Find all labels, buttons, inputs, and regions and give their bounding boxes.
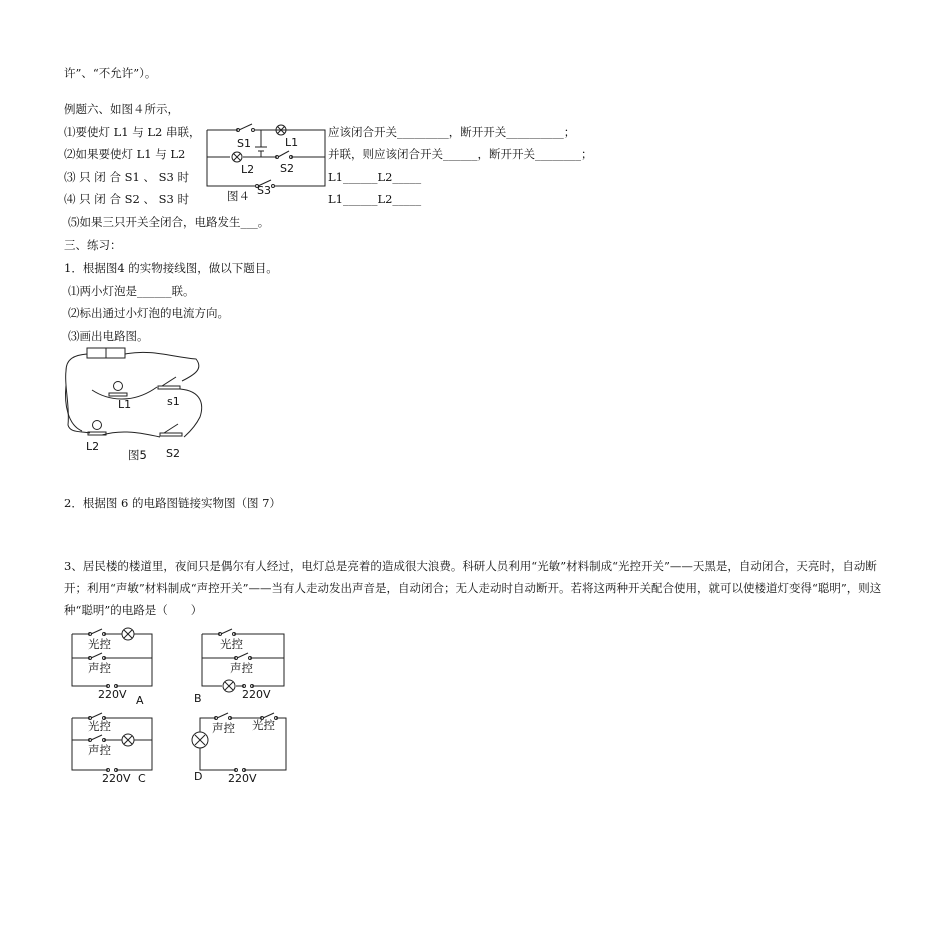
opt-b-light: 光控 (220, 637, 243, 651)
figure-4-circuit (205, 120, 330, 203)
fig4-label-s1: S1 (237, 137, 251, 150)
opt-c-label: C (138, 772, 146, 785)
ex6-q1-left: ⑴要使灯 L1 与 L2 串联， (64, 125, 201, 139)
ex6-q4-left: ⑷ 只 闭 合 S2 、 S3 时 (64, 192, 189, 206)
option-b-circuit (192, 628, 292, 708)
ex6-q5: ⑸如果三只开关全闭合，电路发生___。 (68, 215, 270, 229)
opt-d-voltage: 220V (228, 772, 257, 785)
opt-d-label: D (194, 770, 203, 783)
option-a-circuit (70, 628, 160, 708)
fig4-label-s3: S3 (257, 184, 271, 197)
fig4-label-l2: L2 (241, 163, 255, 176)
opt-c-light: 光控 (88, 719, 111, 733)
ex6-q2-left: ⑵如果要使灯 L1 与 L2 (64, 147, 186, 161)
fig4-label-s2: S2 (280, 162, 294, 175)
fig5-label-s2: S2 (166, 447, 180, 460)
fig5-label-s1: s1 (167, 395, 180, 408)
opt-b-sound: 声控 (230, 661, 253, 675)
fig5-label-l2: L2 (86, 440, 100, 453)
opt-a-light: 光控 (88, 637, 111, 651)
ex6-q4-right: L1______L2_____ (328, 192, 422, 206)
line-top: 许”、“不允许”）。 (64, 66, 157, 80)
opt-a-label: A (136, 694, 144, 707)
option-d-circuit (190, 712, 290, 792)
option-c-circuit (70, 712, 170, 792)
opt-c-sound: 声控 (88, 743, 111, 757)
ex6-q1-right: 应该闭合开关_________，断开开关__________； (328, 125, 576, 139)
practice-1-q3: ⑶画出电路图。 (68, 329, 149, 343)
practice-2: 2．根据图 6 的电路图链接实物图（图 7） (64, 496, 281, 510)
fig4-label-l1: L1 (285, 136, 299, 149)
fig4-caption: 图４ (227, 189, 250, 203)
section-3-title: 三、练习： (64, 238, 122, 252)
ex6-q2-right: 并联，则应该闭合开关______，断开开关________； (328, 147, 593, 161)
fig5-label-l1: L1 (118, 398, 132, 411)
ex6-q3-right: L1______L2_____ (328, 170, 422, 184)
ex6-q3-left: ⑶ 只 闭 合 S1 、 S3 时 (64, 170, 189, 184)
example6-title: 例题六、如图４所示， (64, 102, 179, 116)
fig5-caption: 图5 (128, 448, 147, 462)
practice-1-q1: ⑴两小灯泡是______联。 (68, 284, 195, 298)
opt-b-label: B (194, 692, 202, 705)
opt-b-voltage: 220V (242, 688, 271, 701)
opt-d-sound: 声控 (212, 721, 235, 735)
practice-3: 3、居民楼的楼道里，夜间只是偶尔有人经过，电灯总是亮着的造成很大浪费。科研人员利用“光敏”材料制成“光控开关”——天黑是，自动闭合，天亮时，自动断开；利用“声敏”材料制成“声控开关”——当有人走动发出声音是，自动闭合；无人走动时自动断开。若将这两种开关配合使用，就可以使楼道灯变得“聪明”，则这种“聪明”的电路是（ ） (64, 559, 882, 617)
practice-1-q2: ⑵标出通过小灯泡的电流方向。 (68, 306, 229, 320)
opt-a-sound: 声控 (88, 661, 111, 675)
practice-1: 1．根据图4 的实物接线图，做以下题目。 (64, 261, 278, 275)
opt-d-light: 光控 (252, 718, 275, 732)
figure-5-wiring (62, 345, 207, 460)
opt-c-voltage: 220V (102, 772, 131, 785)
opt-a-voltage: 220V (98, 688, 127, 701)
